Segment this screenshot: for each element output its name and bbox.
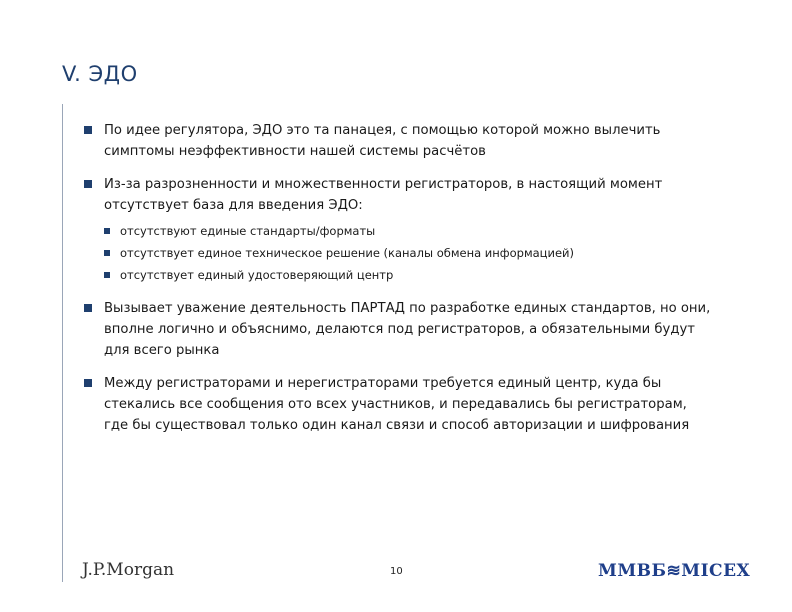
bullet-line: По идее регулятора, ЭДО это та панацея, с помощью которой можно вылечить <box>104 123 661 138</box>
vertical-divider <box>62 104 63 582</box>
square-bullet-icon <box>104 250 110 256</box>
bullet-line: Вызывает уважение деятельность ПАРТАД по разработке единых стандартов, но они, <box>104 301 711 316</box>
square-bullet-icon <box>84 126 92 134</box>
sub-bullet-text: отсутствуют единые стандарты/форматы <box>120 224 376 238</box>
sub-bullet-text: отсутствует единое техническое решение (каналы обмена информацией) <box>120 246 575 260</box>
bullet-3 <box>84 298 744 361</box>
slide-content <box>84 120 744 436</box>
square-bullet-icon <box>104 228 110 234</box>
bullet-2 <box>84 174 744 216</box>
square-bullet-icon <box>104 272 110 278</box>
slide-title: V. ЭДО <box>62 62 138 86</box>
micex-logo: ММВБ≋MICEX <box>598 561 751 581</box>
bullet-line: стекались все сообщения ото всех участников, и передавались бы регистраторам, <box>104 397 687 412</box>
bullet-line: Между регистраторами и нерегистраторами требуется единый центр, куда бы <box>104 376 662 391</box>
square-bullet-icon <box>84 379 92 387</box>
sub-bullet-text: отсутствует единый удостоверяющий центр <box>120 268 394 282</box>
sub-bullet-2 <box>84 242 744 264</box>
bullet-line: отсутствует база для введения ЭДО: <box>104 198 363 213</box>
sub-bullet-1 <box>84 220 744 242</box>
bullet-line: симптомы неэффективности нашей системы расчётов <box>104 144 486 159</box>
bullet-line: Из-за разрозненности и множественности регистраторов, в настоящий момент <box>104 177 663 192</box>
bullet-1 <box>84 120 744 162</box>
jpmorgan-logo: J.P.Morgan <box>82 560 175 580</box>
sub-bullet-3 <box>84 264 744 286</box>
square-bullet-icon <box>84 304 92 312</box>
bullet-line: для всего рынка <box>104 343 220 358</box>
page-number: 10 <box>390 566 403 577</box>
bullet-line: где бы существовал только один канал связи и способ авторизации и шифрования <box>104 418 690 433</box>
square-bullet-icon <box>84 180 92 188</box>
bullet-line: вполне логично и объяснимо, делаются под регистраторов, а обязательными будут <box>104 322 695 337</box>
bullet-4 <box>84 373 744 436</box>
